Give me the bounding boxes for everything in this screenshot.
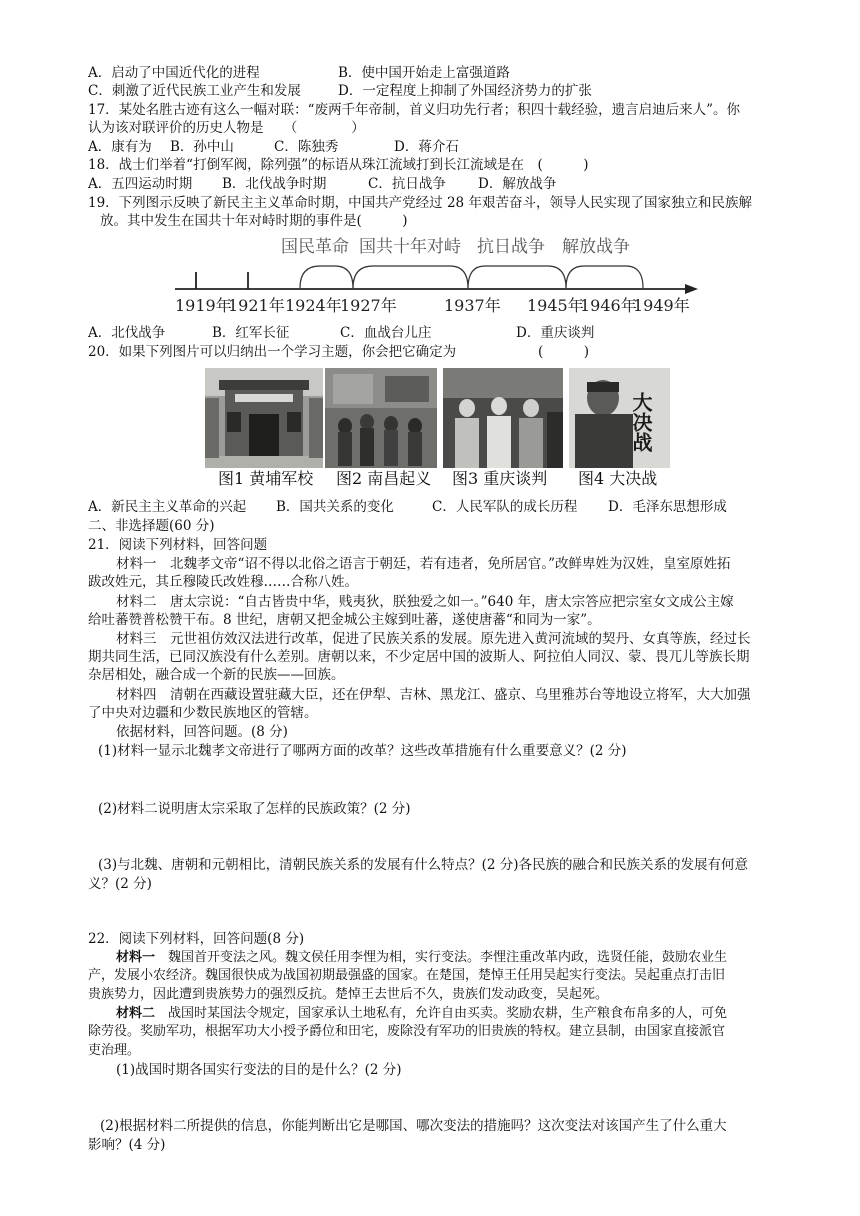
timeline-bracket-2 [353, 266, 468, 288]
q20-caption-1: 图1 黄埔军校 [218, 469, 314, 488]
q19-stem-line-1: 19．下列图示反映了新民主主义革命时期，中国共产党经过 28 年艰苦奋斗，领导人民实现了国家独立和民族解 [88, 195, 752, 211]
q22-material-2-label: 材料二 [116, 1006, 156, 1021]
q21-subquestion-3-line-2: 义？(2 分) [88, 876, 152, 892]
q20-option-a: A．新民主主义革命的兴起 [88, 499, 247, 515]
q17-option-c: C．陈独秀 [274, 139, 339, 155]
q22-material-1-line-3: 贵族势力，因此遭到贵族势力的强烈反抗。楚悼王去世后不久，贵族们发动政变，吴起死。 [88, 987, 609, 1002]
q21-material-2-line-1: 材料二 唐太宗说：“自古皆贵中华，贱夷狄，朕独爱之如一。”640 年，唐太宗答应把宗室女文成公主嫁 [116, 594, 734, 610]
q16-option-b: B．使中国开始走上富强道路 [338, 65, 510, 81]
q17-option-d: D．蒋介石 [394, 139, 459, 155]
poster-title: 大决战 [629, 392, 653, 452]
q20-photo-strip [205, 368, 670, 468]
q16-option-row-2 [88, 82, 592, 100]
q20-options [88, 498, 727, 516]
q21-material-2-line-2: 给吐蕃赞普松赞干布。8 世纪，唐朝又把金城公主嫁到吐蕃，遂使唐蕃“和同为一家”。 [88, 612, 601, 628]
q18-option-b: B．北伐战争时期 [222, 176, 327, 192]
q20-stem: 20．如果下列图片可以归纳出一个学习主题，你会把它确定为 [88, 344, 457, 360]
timeline-year-1949: 1949年 [633, 296, 690, 315]
q17-options [88, 138, 459, 156]
q18-option-a: A．五四运动时期 [88, 176, 193, 192]
timeline-year-1937: 1937年 [444, 296, 501, 315]
q22-subquestion-2-line-2: 影响？(4 分) [88, 1137, 166, 1153]
timeline-bracket-3 [468, 266, 566, 288]
q21-material-3-line-3: 杂居相处，融合成一个新的民族——回族。 [88, 667, 345, 683]
q18-option-d: D．解放战争 [478, 176, 557, 192]
q22-title: 22．阅读下列材料，回答问题(8 分) [88, 931, 305, 947]
q17-option-b: B．孙中山 [170, 139, 234, 155]
q21-subquestion-3-line-1: (3)与北魏、唐朝和元朝相比，清朝民族关系的发展有什么特点？(2 分)各民族的融合和民族关系的发展有何意 [98, 857, 749, 873]
q16-option-row-1 [88, 64, 510, 82]
q22-material-2-line-1 [116, 1005, 727, 1023]
q20-option-d: D．毛泽东思想形成 [608, 499, 727, 515]
q22-material-2-line-2: 除劳役。奖励军功，根据军功大小授予爵位和田宅，废除没有军功的旧贵族的特权。建立县制，由国家直接派官 [88, 1024, 726, 1039]
q22-material-1-label: 材料一 [116, 950, 156, 965]
q21-material-1-line-2: 跋改姓元，其丘穆陵氏改姓穆……合称八姓。 [88, 574, 358, 590]
q20-option-c: C．人民军队的成长历程 [432, 499, 578, 515]
q16-option-a: A．启动了中国近代化的进程 [88, 65, 260, 81]
q21-material-4-line-2: 了中央对边疆和少数民族地区的管辖。 [88, 705, 318, 721]
q20-caption-3: 图3 重庆谈判 [452, 469, 548, 488]
photo-huangpu-academy [205, 368, 323, 468]
q19-option-c: C．血战台儿庄 [340, 325, 432, 341]
q19-option-a: A．北伐战争 [88, 325, 166, 341]
q21-subquestion-2: (2)材料二说明唐太宗采取了怎样的民族政策？(2 分) [98, 801, 411, 817]
q19-option-b: B．红军长征 [212, 325, 290, 341]
timeline-period-3: 抗日战争 [477, 237, 545, 257]
q21-material-3-line-2: 期共同生活，已同汉族没有什么差别。唐朝以来，不少定居中国的波斯人、阿拉伯人同汉、蒙、畏兀儿等族长期 [88, 649, 750, 665]
q19-stem-line-2: 放。其中发生在国共十年对峙时期的事件是( ) [100, 213, 408, 229]
timeline-period-1: 国民革命 [281, 237, 349, 257]
q22-material-2-line-3: 吏治理。 [88, 1043, 141, 1058]
q20-paren: ( ) [538, 344, 590, 360]
q20-caption-2: 图2 南昌起义 [336, 469, 432, 488]
timeline-diagram [170, 232, 710, 320]
q20-caption-4: 图4 大决战 [578, 469, 658, 488]
q17-stem-line-1: 17．某处名胜古迹有这么一幅对联：“废两千年帝制，首义归功先行者；积四十载经验，遗言启迪后来人”。你 [88, 102, 740, 118]
section-heading: 二、非选择题(60 分) [88, 518, 215, 534]
q19-options [88, 324, 594, 342]
timeline-year-1924: 1924年 [285, 296, 342, 315]
timeline-arrow [685, 284, 698, 294]
q19-option-d: D．重庆谈判 [516, 325, 595, 341]
q22-material-1-text: 魏国首开变法之风。魏文侯任用李悝为相，实行变法。李悝注重改革内政，选贤任能，鼓励农业生 [155, 950, 728, 965]
q21-material-4-line-1: 材料四 清朝在西藏设置驻藏大臣，还在伊犁、吉林、黑龙江、盛京、乌里雅苏台等地设立将军，大大加强 [116, 687, 751, 703]
timeline-bracket-1 [300, 266, 353, 288]
q16-option-d: D．一定程度上抑制了外国经济势力的扩张 [338, 83, 592, 99]
q21-subquestion-1: (1)材料一显示北魏孝文帝进行了哪两方面的改革？这些改革措施有什么重要意义？(2 分) [98, 743, 627, 759]
timeline-period-2: 国共十年对峙 [359, 237, 461, 257]
photo-chongqing-negotiation [443, 368, 563, 468]
q20-option-b: B．国共关系的变化 [276, 499, 394, 515]
timeline-year-1927: 1927年 [340, 296, 397, 315]
q18-stem: 18．战士们举着“打倒军阀，除列强”的标语从珠江流域打到长江流域是在 ( ) [88, 157, 589, 173]
timeline-year-1946: 1946年 [580, 296, 637, 315]
q17-option-a: A．康有为 [88, 139, 152, 155]
q22-subquestion-2-line-1: (2)根据材料二所提供的信息，你能判断出它是哪国、哪次变法的措施吗？这次变法对该国产生了什么重大 [100, 1118, 727, 1134]
photo-da-jue-zhan-poster [569, 368, 670, 468]
q22-material-2-text: 战国时某国法令规定，国家承认土地私有，允许自由买卖。奖励农耕，生产粮食布帛多的人，可免 [155, 1006, 728, 1021]
q18-options [88, 175, 556, 193]
photo-nanchang-uprising [325, 368, 437, 468]
q17-stem-line-2: 认为该对联评价的历史人物是 （ ） [88, 120, 365, 136]
q21-material-1-line-1: 材料一 北魏孝文帝“诏不得以北俗之语言于朝廷，若有违者，免所居官。”改鲜卑姓为汉姓，皇室原姓拓 [116, 556, 731, 572]
timeline-bracket-4 [566, 266, 643, 288]
q22-material-1-line-1 [116, 949, 727, 967]
q21-title: 21．阅读下列材料，回答问题 [88, 537, 268, 553]
timeline-year-1945: 1945年 [527, 296, 584, 315]
q21-prompt: 依据材料，回答问题。(8 分) [116, 724, 288, 740]
timeline-year-1921: 1921年 [228, 296, 285, 315]
q22-material-1-line-2: 产，发展小农经济。魏国很快成为战国初期最强盛的国家。在楚国，楚悼王任用吴起实行变法。吴起重点打击旧 [88, 968, 726, 983]
q21-material-3-line-1: 材料三 元世祖仿效汉法进行改革，促进了民族关系的发展。原先进入黄河流域的契丹、女真等族，经过长 [116, 631, 751, 647]
q16-option-c: C．刺激了近代民族工业产生和发展 [88, 83, 301, 99]
q18-option-c: C．抗日战争 [368, 176, 446, 192]
timeline-period-4: 解放战争 [562, 237, 630, 257]
q22-subquestion-1: (1)战国时期各国实行变法的目的是什么？(2 分) [116, 1062, 402, 1078]
timeline-year-1919: 1919年 [175, 296, 232, 315]
